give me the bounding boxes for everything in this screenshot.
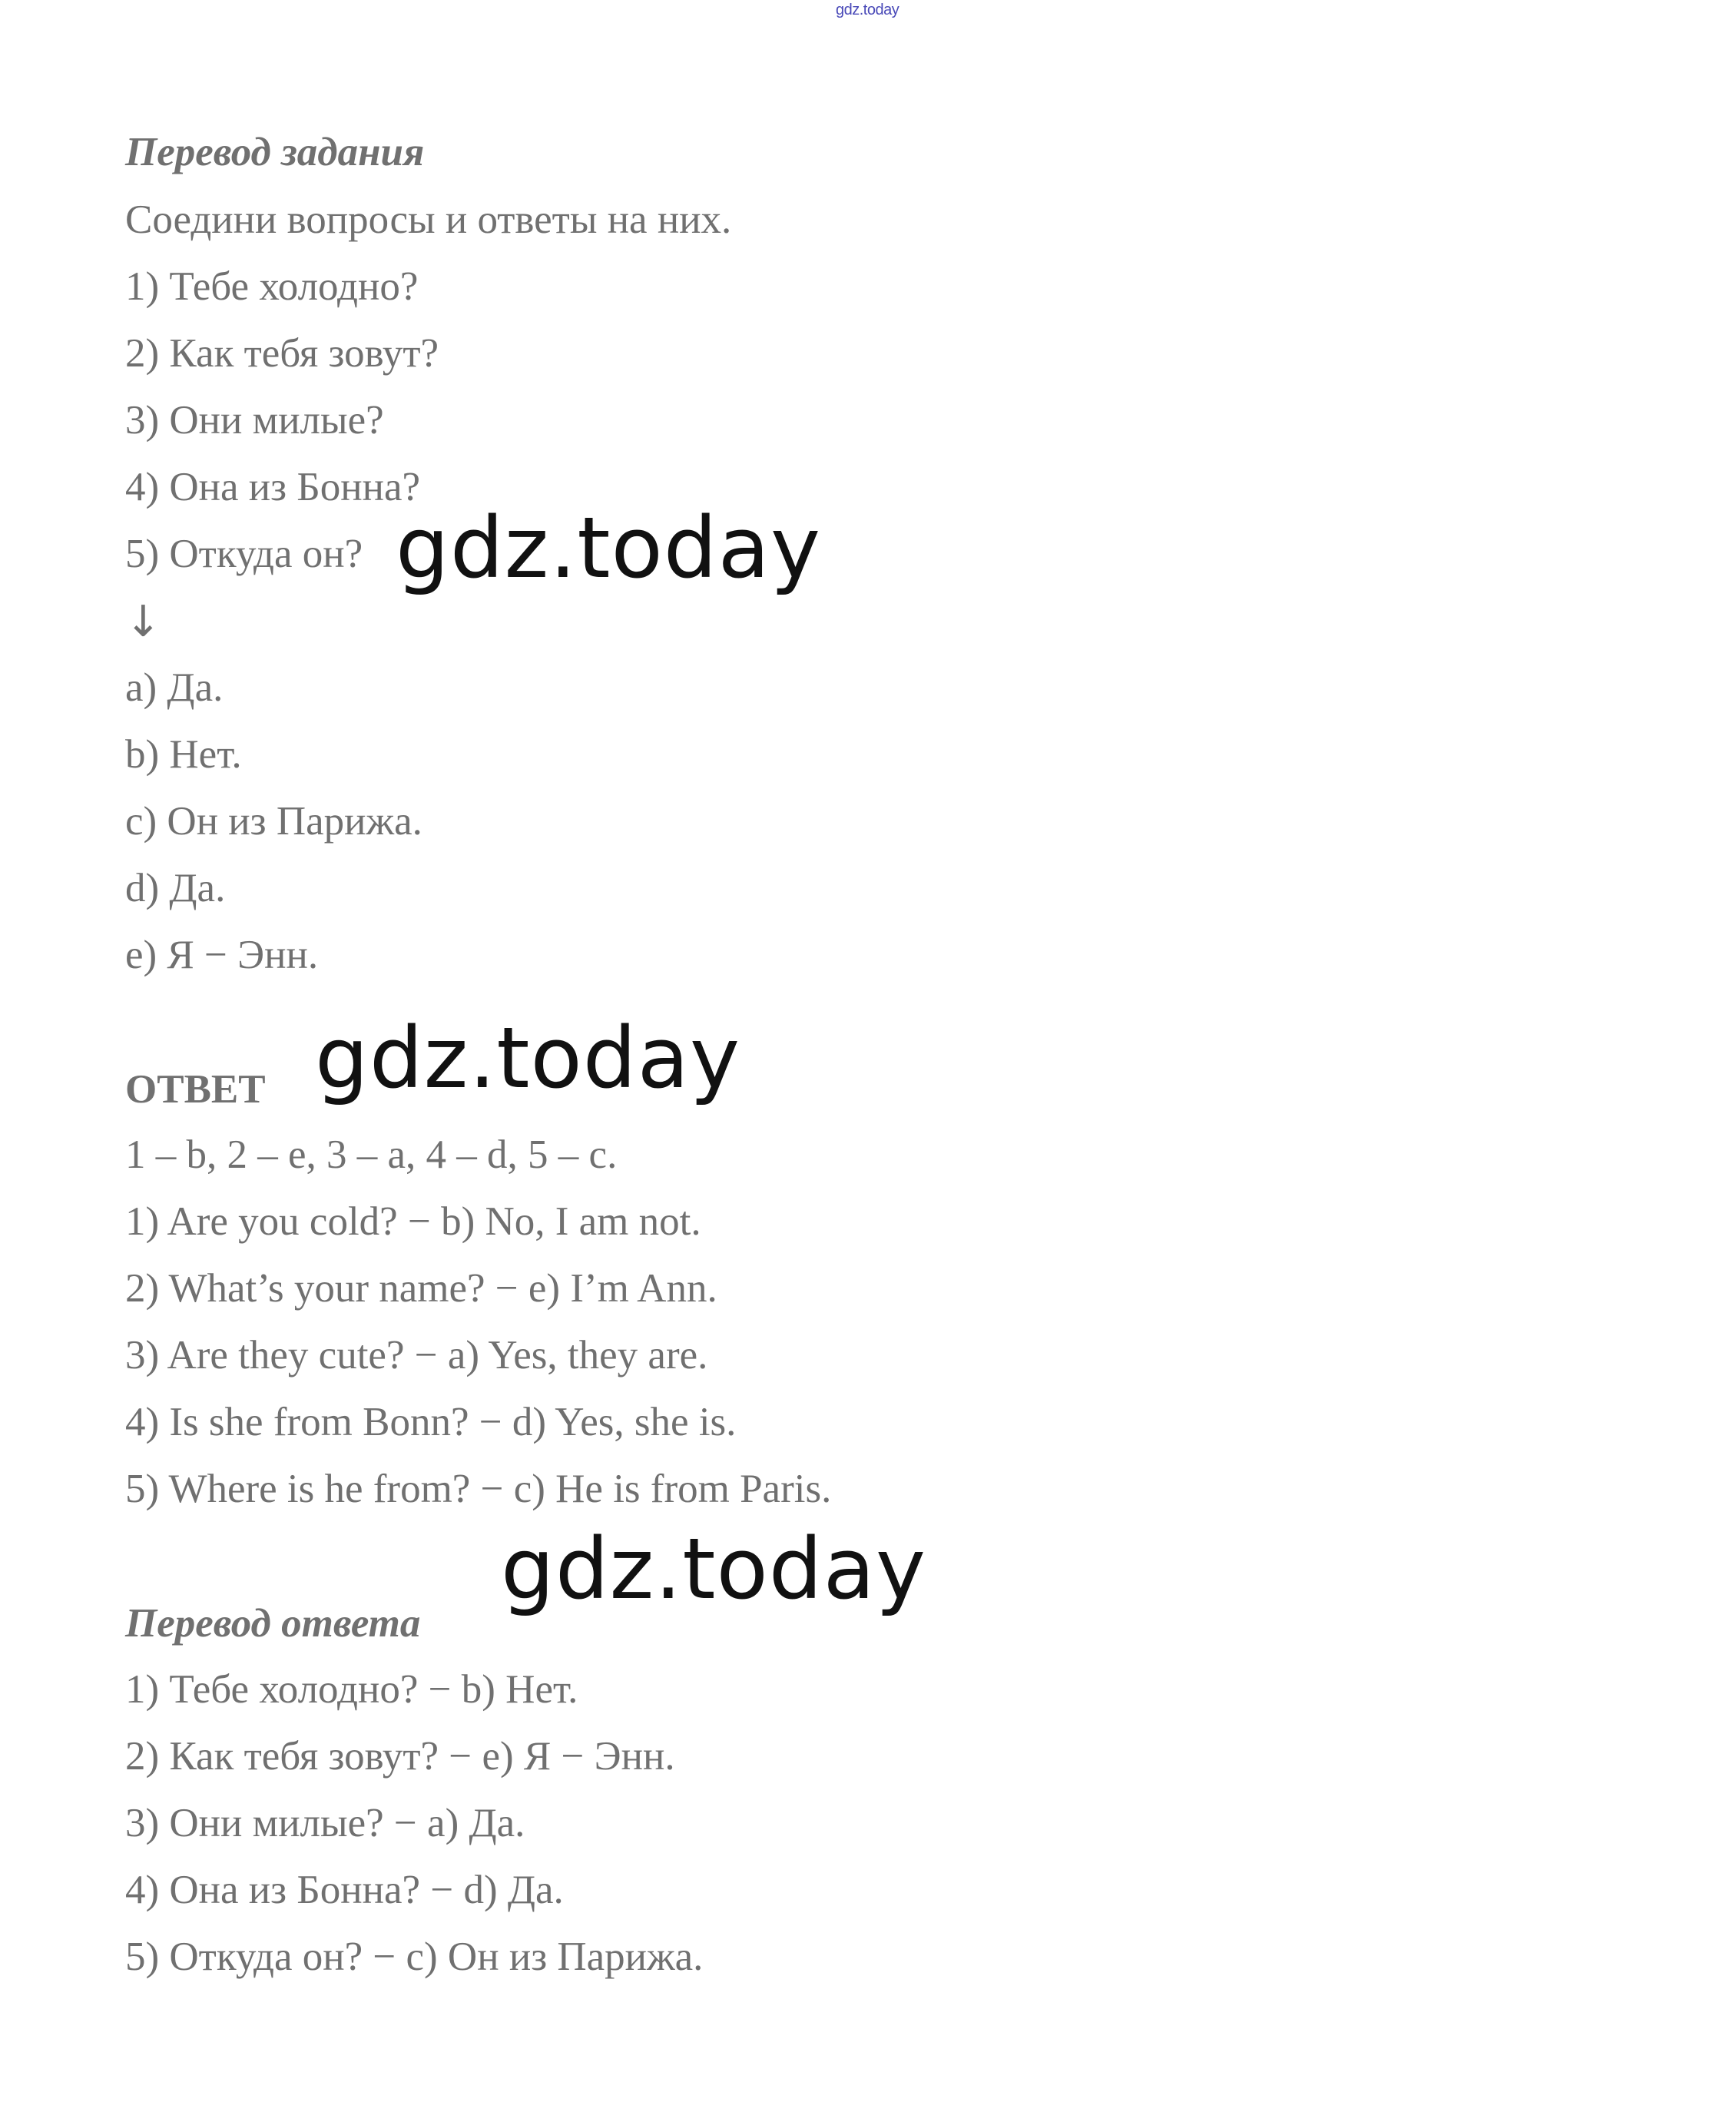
- watermark-text: gdz.today: [396, 499, 822, 597]
- answer-option: e) Я − Энн.: [125, 933, 319, 977]
- translation-pair: 3) Они милые? − a) Да.: [125, 1801, 525, 1845]
- task-instruction: Соедини вопросы и ответы на них.: [125, 197, 732, 242]
- answer-pair: 4) Is she from Bonn? − d) Yes, she is.: [125, 1400, 737, 1444]
- watermark-text: gdz.today: [501, 1520, 927, 1618]
- answer-pair: 5) Where is he from? − c) He is from Paris.: [125, 1467, 832, 1511]
- task-translation-heading: Перевод задания: [125, 130, 425, 174]
- question-item: 4) Она из Бонна?: [125, 465, 421, 509]
- answer-pair: 2) What’s your name? − e) I’m Ann.: [125, 1266, 717, 1311]
- translation-pair: 5) Откуда он? − c) Он из Парижа.: [125, 1935, 704, 1979]
- answer-option: a) Да.: [125, 665, 224, 710]
- answer-summary: 1 – b, 2 – e, 3 – a, 4 – d, 5 – c.: [125, 1132, 618, 1177]
- translation-pair: 2) Как тебя зовут? − e) Я − Энн.: [125, 1734, 675, 1779]
- answer-pair: 3) Are they cute? − a) Yes, they are.: [125, 1333, 708, 1378]
- answer-option: d) Да.: [125, 866, 226, 910]
- answer-translation-heading: Перевод ответа: [125, 1601, 421, 1646]
- answer-pair: 1) Are you cold? − b) No, I am not.: [125, 1199, 701, 1244]
- translation-pair: 1) Тебе холодно? − b) Нет.: [125, 1667, 578, 1712]
- top-watermark: gdz.today: [836, 2, 899, 18]
- translation-pair: 4) Она из Бонна? − d) Да.: [125, 1868, 564, 1912]
- watermark-text: gdz.today: [315, 1009, 741, 1107]
- answer-heading: ОТВЕТ: [125, 1067, 266, 1112]
- question-item: 3) Они милые?: [125, 398, 384, 443]
- question-item: 1) Тебе холодно?: [125, 264, 419, 309]
- question-item: 5) Откуда он?: [125, 532, 363, 576]
- question-item: 2) Как тебя зовут?: [125, 331, 439, 376]
- answer-option: c) Он из Парижа.: [125, 799, 422, 844]
- down-arrow-icon: ↓: [125, 597, 161, 647]
- answer-option: b) Нет.: [125, 732, 242, 777]
